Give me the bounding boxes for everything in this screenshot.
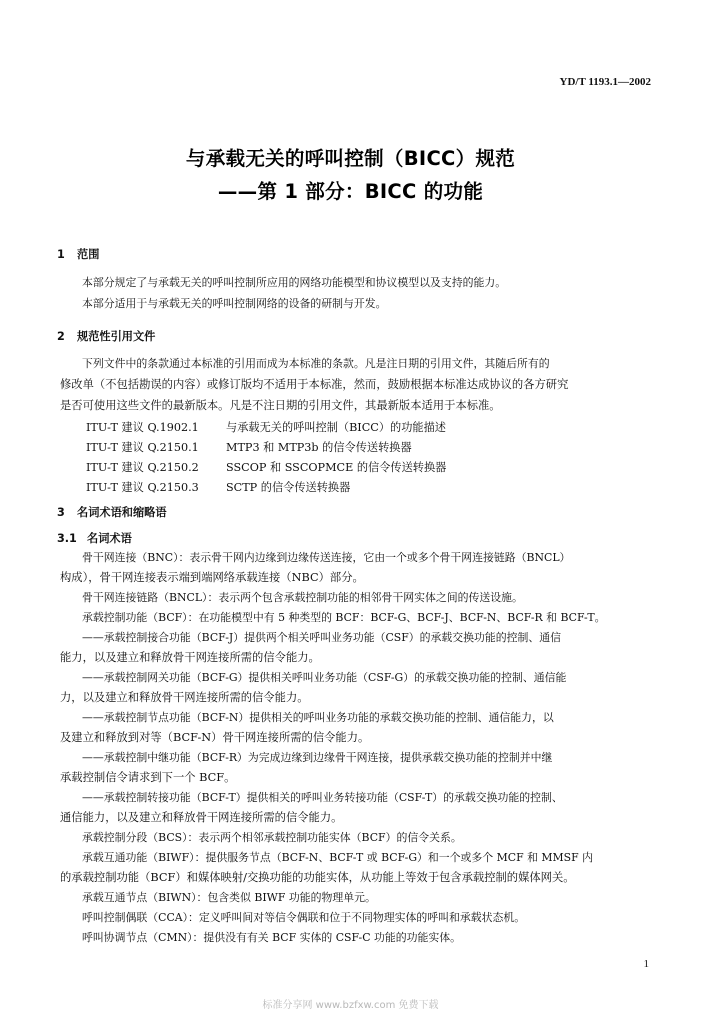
paragraph-line: 是否可使用这些文件的最新版本。凡是不注日期的引用文件，其最新版本适用于本标准。	[60, 399, 501, 412]
term-line: 构成），骨干网连接表示端到端网络承载连接（NBC）部分。	[60, 571, 364, 584]
section-2-heading	[57, 328, 155, 344]
reference-item	[86, 439, 412, 455]
section-number: 3	[57, 506, 65, 519]
section-3-1-heading	[57, 530, 132, 546]
scope-line: 本部分适用于与承载无关的呼叫控制网络的设备的研制与开发。	[82, 297, 387, 310]
standard-number: YD/T 1193.1—2002	[559, 76, 651, 88]
term-line: 承载控制功能（BCF）：在功能模型中有 5 种类型的 BCF：BCF-G、BCF-J、BCF-N、BCF-R 和 BCF-T。	[82, 611, 606, 624]
reference-code: ITU-T 建议 Q.1902.1	[86, 421, 199, 434]
term-line: 承载互通功能（BIWF）：提供服务节点（BCF-N、BCF-T 或 BCF-G）和一个或多个 MCF 和 MMSF 内	[82, 851, 594, 864]
section-number: 1	[57, 248, 65, 261]
section-number: 2	[57, 330, 65, 343]
term-line: ——承载控制中继功能（BCF-R）为完成边缘到边缘骨干网连接，提供承载交换功能的控制并中继	[82, 751, 553, 764]
reference-desc: SCTP 的信令传送转换器	[226, 481, 351, 494]
section-number: 3.1	[57, 532, 77, 545]
reference-item	[86, 479, 350, 495]
scope-line: 本部分规定了与承载无关的呼叫控制所应用的网络功能模型和协议模型以及支持的能力。	[82, 276, 507, 289]
reference-item	[86, 419, 446, 435]
term-line: 能力，以及建立和释放骨干网连接所需的信令能力。	[60, 651, 320, 664]
section-title: 名词术语和缩略语	[77, 506, 167, 519]
term-line: 呼叫控制偶联（CCA）：定义呼叫间对等信令偶联和位于不同物理实体的呼叫和承载状态机。	[82, 911, 526, 924]
term-line: 通信能力，以及建立和释放骨干网连接所需的信令能力。	[60, 811, 343, 824]
reference-code: ITU-T 建议 Q.2150.2	[86, 461, 199, 474]
term-line: 骨干网连接（BNC）：表示骨干网内边缘到边缘传送连接，它由一个或多个骨干网连接链路（BNCL）	[82, 551, 571, 564]
reference-desc: MTP3 和 MTP3b 的信令传送转换器	[226, 441, 412, 454]
term-line: ——承载控制网关功能（BCF-G）提供相关呼叫业务功能（CSF-G）的承载交换功能的控制、通信能	[82, 671, 567, 684]
reference-desc: 与承载无关的呼叫控制（BICC）的功能描述	[226, 421, 446, 434]
term-line: ——承载控制节点功能（BCF-N）提供相关的呼叫业务功能的承载交换功能的控制、通信能力，以	[82, 711, 554, 724]
term-line: 的承载控制功能（BCF）和媒体映射/交换功能的功能实体，从功能上等效于包含承载控制的媒体网关。	[60, 871, 575, 884]
section-title: 规范性引用文件	[77, 330, 156, 343]
section-title: 名词术语	[87, 532, 132, 545]
section-title: 范围	[77, 248, 100, 261]
term-line: 承载控制分段（BCS）：表示两个相邻承载控制功能实体（BCF）的信令关系。	[82, 831, 462, 844]
term-line: 承载控制信令请求到下一个 BCF。	[60, 771, 236, 784]
term-line: 承载互通节点（BIWN）：包含类似 BIWF 功能的物理单元。	[82, 891, 376, 904]
term-line: 呼叫协调节点（CMN）：提供没有有关 BCF 实体的 CSF-C 功能的功能实体。	[82, 931, 461, 944]
reference-code: ITU-T 建议 Q.2150.3	[86, 481, 199, 494]
term-line: 骨干网连接链路（BNCL）：表示两个包含承载控制功能的相邻骨干网实体之间的传送设施。	[82, 591, 523, 604]
document-title: 与承载无关的呼叫控制（BICC）规范	[185, 147, 516, 170]
document-subtitle: ——第 1 部分：BICC 的功能	[217, 180, 484, 203]
term-line: ——承载控制接合功能（BCF-J）提供两个相关呼叫业务功能（CSF）的承载交换功能的控制、通信	[82, 631, 562, 644]
page-number: 1	[643, 958, 649, 970]
section-1-heading	[57, 246, 99, 262]
watermark: 标准分享网 www.bzfxw.com 免费下载	[262, 1000, 439, 1011]
term-line: 及建立和释放到对等（BCF-N）骨干网连接所需的信令能力。	[60, 731, 370, 744]
reference-desc: SSCOP 和 SSCOPMCE 的信令传送转换器	[226, 461, 447, 474]
term-line: ——承载控制转接功能（BCF-T）提供相关的呼叫业务转接功能（CSF-T）的承载交换功能的控制、	[82, 791, 563, 804]
paragraph-line: 下列文件中的条款通过本标准的引用而成为本标准的条款。凡是注日期的引用文件，其随后所有的	[82, 357, 550, 370]
reference-code: ITU-T 建议 Q.2150.1	[86, 441, 199, 454]
paragraph-line: 修改单（不包括勘误的内容）或修订版均不适用于本标准，然而，鼓励根据本标准达成协议的各方研究	[60, 378, 569, 391]
term-line: 力，以及建立和释放骨干网连接所需的信令能力。	[60, 691, 309, 704]
section-3-heading	[57, 504, 167, 520]
reference-item	[86, 459, 446, 475]
